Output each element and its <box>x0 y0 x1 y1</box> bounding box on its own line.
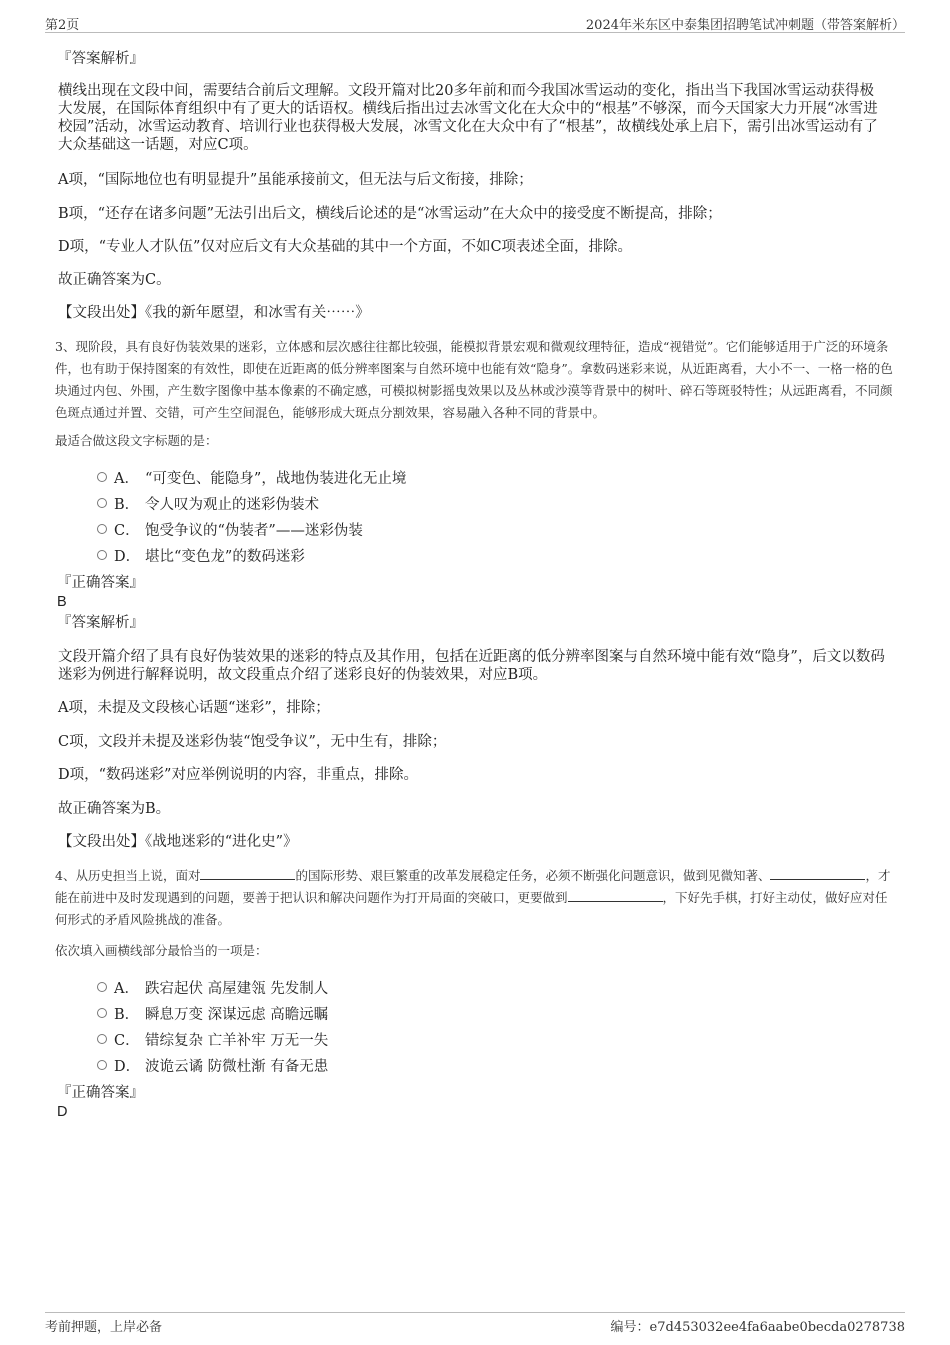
answer-heading: 『正确答案』 <box>57 1085 144 1101</box>
radio-button[interactable] <box>97 524 107 534</box>
option-b-analysis: B项，“还存在诸多问题”无法引出后文，横线后论述的是“冰雪运动”在大众中的接受度不断提高，排除； <box>58 206 722 222</box>
radio-button[interactable] <box>97 498 107 508</box>
answer-value: D <box>57 1104 68 1120</box>
question-3-text: 3、现阶段，具有良好伪装效果的迷彩，立体感和层次感往往都比较强，能模拟背景宏观和微观纹理特征，造成“视错觉”。它们能够适用于广泛的环境条件，也有助于保持图案的有效性，即使在近距离的低分辨率图案与自然环境中也能有效“隐身”。拿数码迷彩来说，从近距离看，大小不一、一格一格的色块通过内包、外围，产生数字图像中基本像素的不确定感，可模拟树影摇曳效果以及丛林或沙漠等背景中的树叶、碎石等斑驳特性；从远距离看，不同颜色斑点通过并置、交错，可产生空间混色，能够形成大斑点分割效果，容易融入各种不同的背景中。 <box>55 339 893 420</box>
radio-button[interactable] <box>97 472 107 482</box>
radio-button[interactable] <box>97 1060 107 1070</box>
analysis-text: 横线出现在文段中间，需要结合前后文理解。文段开篇对比20多年前和而今我国冰雪运动的变化，指出当下我国冰雪运动获得极大发展，在国际体育组织中有了更大的话语权。横线后指出过去冰雪文化在大众中的“根基”不够深，而今天国家大力开展“冰雪进校园”活动，冰雪运动教育、培训行业也获得极大发展，冰雪文化在大众中有了“根基”，故横线处承上启下，需引出冰雪运动有了大众基础这一话题，对应C项。 <box>58 83 878 153</box>
page-footer <box>45 1312 905 1335</box>
option-c-analysis: C项，文段并未提及迷彩伪装“饱受争议”，无中生有，排除； <box>58 734 447 750</box>
radio-button[interactable] <box>97 550 107 560</box>
answer-heading: 『正确答案』 <box>57 575 144 591</box>
question-3-prompt: 最适合做这段文字标题的是： <box>55 433 218 448</box>
option-a-analysis: A项，未提及文段核心话题“迷彩”，排除； <box>58 700 330 716</box>
analysis-heading: 『答案解析』 <box>57 51 144 67</box>
page-header <box>45 14 905 33</box>
fill-blank-2[interactable] <box>770 867 865 880</box>
option-a-analysis: A项，“国际地位也有明显提升”虽能承接前文，但无法与后文衔接，排除； <box>58 172 533 188</box>
option-d-analysis: D项，“专业人才队伍”仅对应后文有大众基础的其中一个方面，不如C项表述全面，排除。 <box>58 239 633 255</box>
document-id: 编号：e7d453032ee4fa6aabe0becda0278738 <box>610 1320 905 1335</box>
radio-button[interactable] <box>97 1008 107 1018</box>
option-d-analysis: D项，“数码迷彩”对应举例说明的内容，非重点，排除。 <box>58 767 418 783</box>
conclusion: 故正确答案为C。 <box>58 272 171 288</box>
source-citation: 【文段出处】《战地迷彩的“进化史”》 <box>58 834 298 850</box>
page-number: 第2页 <box>45 18 80 33</box>
source-citation: 【文段出处】《我的新年愿望，和冰雪有关⋯⋯》 <box>58 305 370 321</box>
question-4-prompt: 依次填入画横线部分最恰当的一项是： <box>55 943 268 958</box>
answer-value: B <box>57 594 67 610</box>
radio-button[interactable] <box>97 1034 107 1044</box>
analysis-text: 文段开篇介绍了具有良好伪装效果的迷彩的特点及其作用，包括在近距离的低分辨率图案与自然环境中能有效“隐身”，后文以数码迷彩为例进行解释说明，故文段重点介绍了迷彩良好的伪装效果，对应B项。 <box>58 649 885 683</box>
footer-slogan: 考前押题，上岸必备 <box>45 1320 163 1335</box>
fill-blank-1[interactable] <box>200 867 295 880</box>
fill-blank-3[interactable] <box>568 889 663 902</box>
analysis-heading: 『答案解析』 <box>57 615 144 631</box>
conclusion: 故正确答案为B。 <box>58 801 171 817</box>
radio-button[interactable] <box>97 982 107 992</box>
document-title: 2024年米东区中泰集团招聘笔试冲刺题（带答案解析） <box>585 18 905 33</box>
question-4-text: 4、从历史担当上说，面对 的国际形势、艰巨繁重的改革发展稳定任务，必须不断强化问题意识，做到见微知著、 ，才能在前进中及时发现遇到的问题，要善于把认识和解决问题作为打开局面的突破口，更要做到 ，下好先手棋，打好主动仗，做好应对任何形式的矛盾风险挑战的准备。 <box>55 868 891 927</box>
